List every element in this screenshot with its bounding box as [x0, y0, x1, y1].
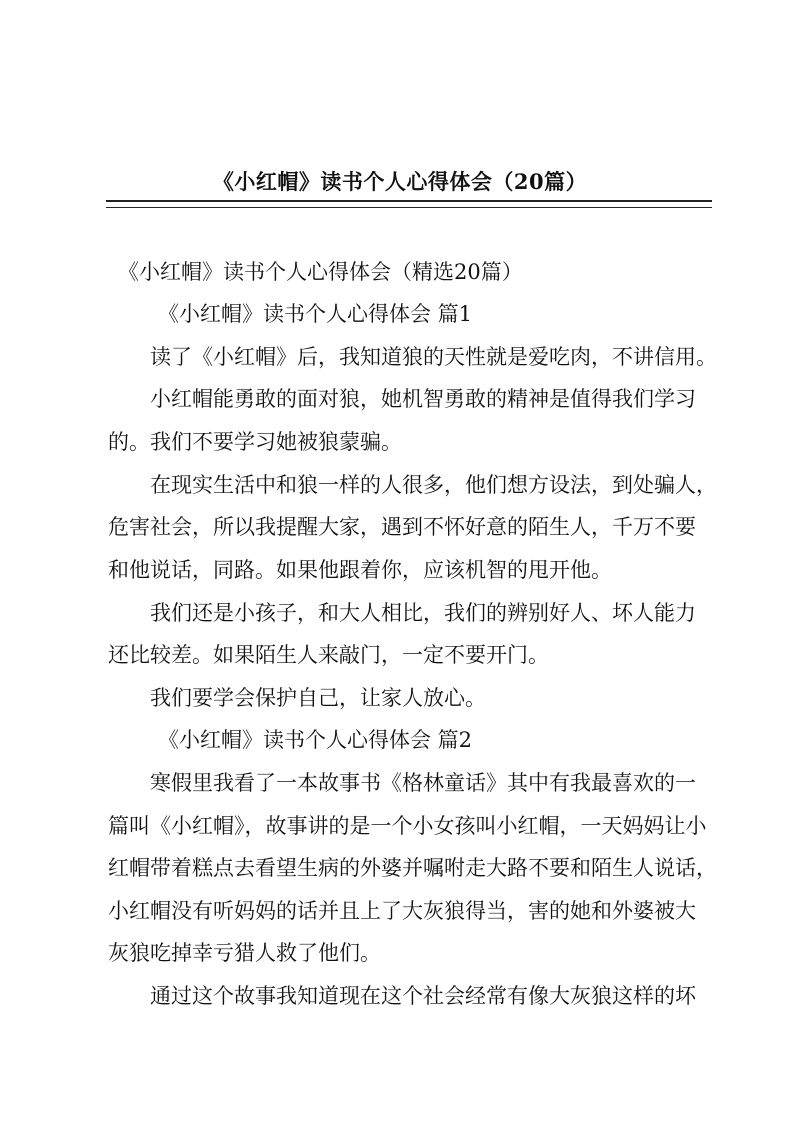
- paragraph-line: 寒假里我看了一本故事书《格林童话》其中有我最喜欢的一: [150, 771, 696, 795]
- paragraph-line: 我们还是小孩子，和大人相比，我们的辨别好人、坏人能力: [150, 601, 696, 625]
- paragraph-line: 和他说话，同路。如果他跟着你，应该机智的甩开他。: [108, 558, 612, 582]
- paragraph-line: 的。我们不要学习她被狼蒙骗。: [108, 430, 402, 454]
- paragraph-line: 读了《小红帽》后，我知道狼的天性就是爱吃肉，不讲信用。: [150, 345, 717, 369]
- section-heading: 《小红帽》读书个人心得体会 篇1: [158, 302, 473, 326]
- header-divider: [106, 200, 712, 208]
- page-header-title: 《小红帽》读书个人心得体会（20篇）: [212, 169, 588, 194]
- collection-title: 《小红帽》读书个人心得体会（精选20篇）: [118, 260, 523, 284]
- paragraph-line: 通过这个故事我知道现在这个社会经常有像大灰狼这样的坏: [150, 984, 696, 1008]
- paragraph-line: 红帽带着糕点去看望生病的外婆并嘱咐走大路不要和陌生人说话，: [108, 856, 717, 880]
- paragraph-line: 危害社会，所以我提醒大家，遇到不怀好意的陌生人，千万不要: [108, 515, 696, 539]
- paragraph-line: 小红帽没有听妈妈的话并且上了大灰狼得当，害的她和外婆被大: [108, 899, 696, 923]
- paragraph-line: 小红帽能勇敢的面对狼，她机智勇敢的精神是值得我们学习: [150, 387, 696, 411]
- paragraph-line: 篇叫《小红帽》，故事讲的是一个小女孩叫小红帽，一天妈妈让小: [108, 814, 707, 838]
- paragraph-line: 我们要学会保护自己，让家人放心。: [150, 686, 486, 710]
- section-heading: 《小红帽》读书个人心得体会 篇2: [158, 728, 473, 752]
- paragraph-line: 还比较差。如果陌生人来敲门，一定不要开门。: [108, 643, 549, 667]
- paragraph-line: 在现实生活中和狼一样的人很多，他们想方设法，到处骗人，: [150, 473, 717, 497]
- paragraph-line: 灰狼吃掉幸亏猎人救了他们。: [108, 941, 381, 965]
